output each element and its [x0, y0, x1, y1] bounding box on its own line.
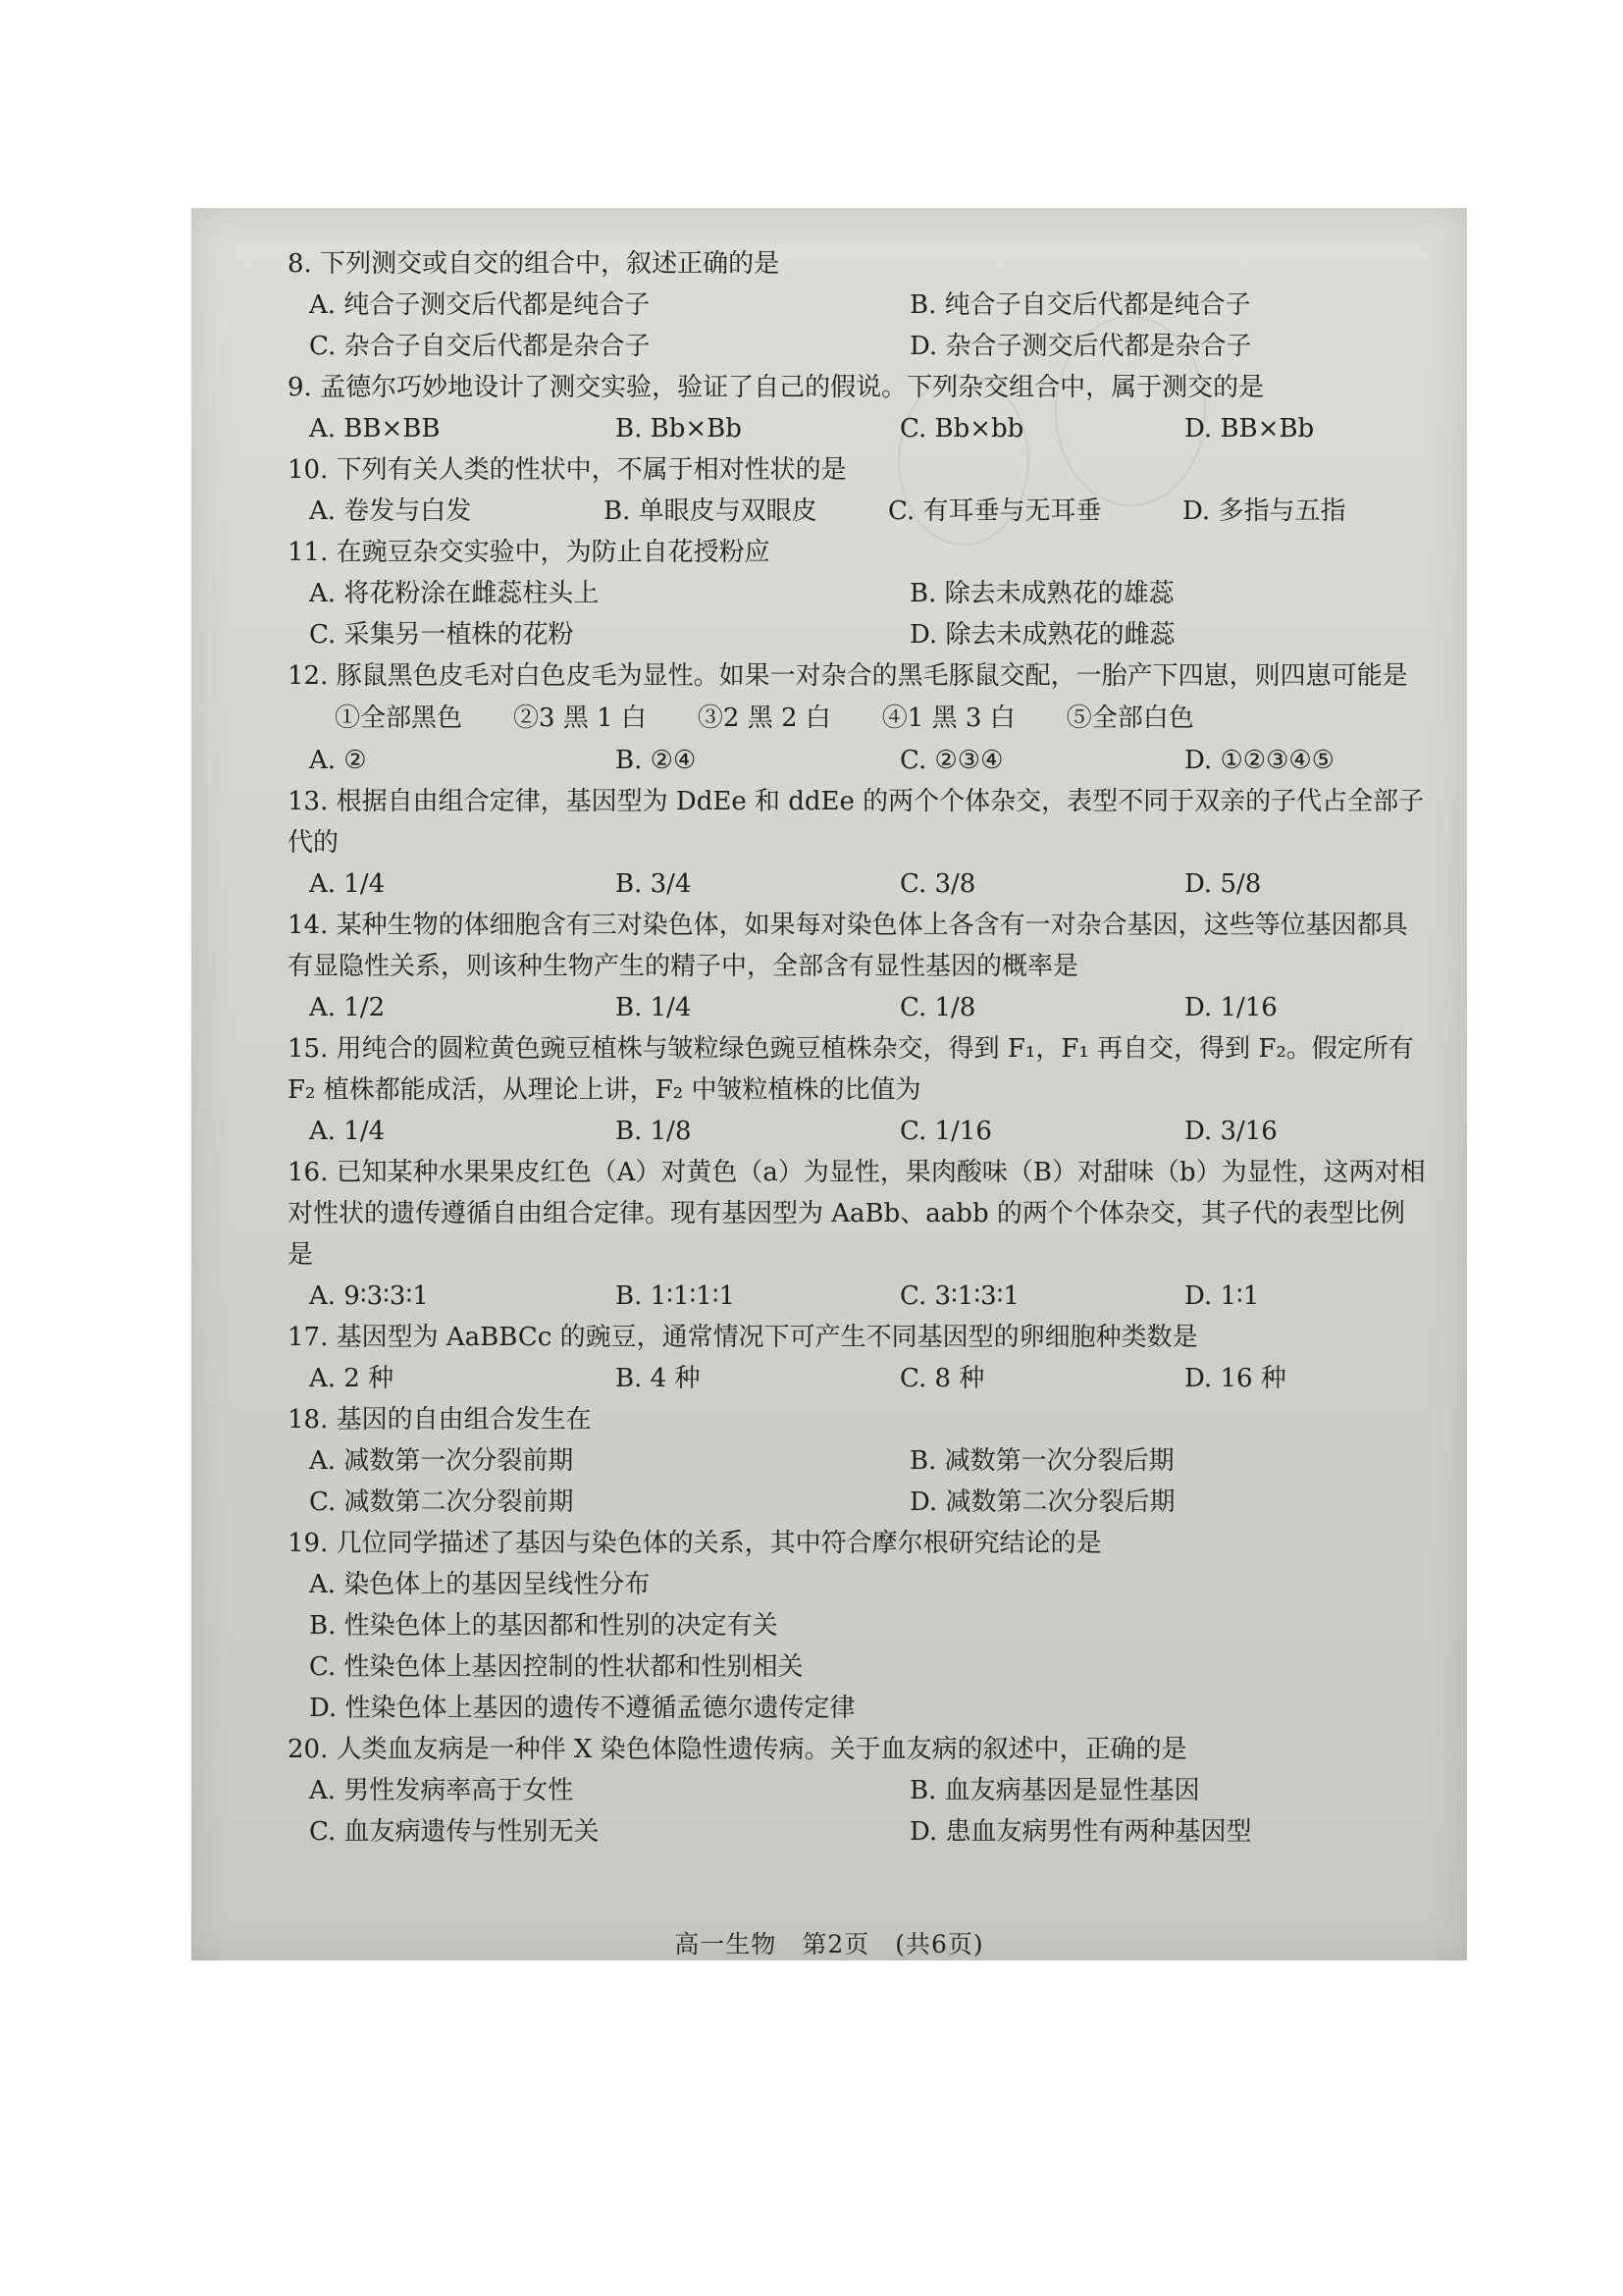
outcome-list — [288, 697, 1426, 740]
option-c: C. 1/16 — [900, 1117, 992, 1146]
outcome-5: ⑤全部白色 — [1066, 704, 1194, 733]
question-stem: 17. 基因型为 AaBBCc 的豌豆，通常情况下可产生不同基因型的卵细胞种类数是 — [288, 1323, 1198, 1352]
option-c: C. 性染色体上基因控制的性状都和性别相关 — [309, 1652, 804, 1682]
question-stem: 15. 用纯合的圆粒黄色豌豆植株与皱粒绿色豌豆植株杂交，得到 F₁，F₁ 再自交，得到 F₂。假定所有 F₂ 植株都能成活，从理论上讲，F₂ 中皱粒植株的比值为 — [288, 1034, 1414, 1105]
option-d: D. BB×Bb — [1184, 414, 1315, 444]
outcome-2: ②3 黑 1 白 — [513, 704, 647, 733]
option-c: C. 3∶1∶3∶1 — [900, 1281, 1020, 1311]
options — [288, 863, 1426, 905]
option-a: A. 减数第一次分裂前期 — [309, 1446, 574, 1476]
option-a: A. ② — [309, 746, 367, 775]
outcome-4: ④1 黑 3 白 — [881, 704, 1016, 733]
option-b: B. ②④ — [615, 746, 697, 775]
option-d: D. 1∶1 — [1184, 1281, 1260, 1311]
question-stem: 14. 某种生物的体细胞含有三对染色体，如果每对染色体上各含有一对杂合基因，这些等位基因都具有显隐性关系，则该种生物产生的精子中，全部含有显性基因的概率是 — [288, 911, 1408, 981]
option-a: A. 男性发病率高于女性 — [309, 1776, 574, 1805]
question-18 — [288, 1399, 1426, 1523]
question-stem: 13. 根据自由组合定律，基因型为 DdEe 和 ddEe 的两个个体杂交，表型不同于双亲的子代占全部子代的 — [288, 787, 1425, 858]
options — [288, 1440, 1426, 1523]
question-11 — [288, 532, 1426, 655]
question-14 — [288, 905, 1426, 1028]
option-b: B. Bb×Bb — [615, 414, 742, 444]
option-b: B. 纯合子自交后代都是纯合子 — [910, 290, 1251, 320]
question-17 — [288, 1317, 1426, 1399]
outcome-3: ③2 黑 2 白 — [697, 704, 831, 733]
option-b: B. 血友病基因是显性基因 — [910, 1776, 1200, 1805]
option-d: D. 多指与五指 — [1182, 496, 1346, 526]
option-a: A. 9∶3∶3∶1 — [309, 1281, 429, 1311]
option-c: C. Bb×bb — [900, 414, 1024, 444]
option-a: A. 纯合子测交后代都是纯合子 — [309, 290, 651, 320]
question-stem: 16. 已知某种水果果皮红色（A）对黄色（a）为显性，果肉酸味（B）对甜味（b）为显性，这两对相对性状的遗传遵循自由组合定律。现有基因型为 AaBb、aabb 的两个个体杂交，其子代的表型比例是 — [288, 1158, 1426, 1270]
question-16 — [288, 1152, 1426, 1317]
question-15 — [288, 1028, 1426, 1152]
options — [288, 740, 1426, 781]
option-d: D. 杂合子测交后代都是杂合子 — [910, 332, 1252, 361]
option-a: A. 染色体上的基因呈线性分布 — [309, 1570, 651, 1599]
option-b: B. 除去未成熟花的雄蕊 — [910, 579, 1175, 608]
option-d: D. 3/16 — [1184, 1117, 1278, 1146]
options — [288, 1770, 1426, 1852]
page-footer — [191, 1925, 1467, 1960]
option-b: B. 1/4 — [615, 993, 692, 1022]
question-12 — [288, 655, 1426, 781]
option-b: B. 减数第一次分裂后期 — [910, 1446, 1175, 1476]
option-d: D. 性染色体上基因的遗传不遵循孟德尔遗传定律 — [309, 1694, 856, 1723]
option-c: C. 采集另一植株的花粉 — [309, 620, 574, 650]
question-stem: 10. 下列有关人类的性状中，不属于相对性状的是 — [288, 455, 847, 485]
option-c: C. 杂合子自交后代都是杂合子 — [309, 332, 651, 361]
question-10 — [288, 449, 1426, 532]
question-list — [288, 243, 1426, 1852]
options — [288, 1564, 1426, 1729]
options — [288, 987, 1426, 1028]
option-c: C. 1/8 — [900, 993, 976, 1022]
question-13 — [288, 781, 1426, 905]
option-b: B. 1/8 — [615, 1117, 692, 1146]
option-b: B. 1∶1∶1∶1 — [615, 1281, 736, 1311]
options — [288, 1358, 1426, 1399]
option-a: A. 卷发与白发 — [309, 496, 472, 526]
option-b: B. 性染色体上的基因都和性别的决定有关 — [309, 1611, 778, 1641]
option-d: D. 5/8 — [1184, 869, 1262, 899]
question-stem: 20. 人类血友病是一种伴 X 染色体隐性遗传病。关于血友病的叙述中，正确的是 — [288, 1735, 1187, 1764]
option-c: C. ②③④ — [900, 746, 1004, 775]
outcome-1: ①全部黑色 — [335, 704, 463, 733]
option-a: A. 1/2 — [309, 993, 386, 1022]
option-c: C. 8 种 — [900, 1364, 985, 1393]
exam-page — [191, 208, 1467, 1960]
option-c: C. 减数第二次分裂前期 — [309, 1487, 574, 1517]
option-d: D. 除去未成熟花的雌蕊 — [910, 620, 1176, 650]
question-9 — [288, 367, 1426, 449]
option-b: B. 4 种 — [615, 1364, 701, 1393]
option-a: A. 将花粉涂在雌蕊柱头上 — [309, 579, 600, 608]
question-20 — [288, 1729, 1426, 1852]
question-8 — [288, 243, 1426, 367]
options — [288, 285, 1426, 367]
options — [288, 491, 1426, 532]
question-stem: 12. 豚鼠黑色皮毛对白色皮毛为显性。如果一对杂合的黑毛豚鼠交配，一胎产下四崽，则四崽可能是 — [288, 661, 1408, 691]
options — [288, 408, 1426, 449]
option-c: C. 血友病遗传与性别无关 — [309, 1817, 600, 1847]
question-stem: 8. 下列测交或自交的组合中，叙述正确的是 — [288, 249, 780, 279]
option-c: C. 有耳垂与无耳垂 — [888, 496, 1102, 526]
option-d: D. 1/16 — [1184, 993, 1278, 1022]
option-d: D. 患血友病男性有两种基因型 — [910, 1817, 1252, 1847]
option-a: A. 2 种 — [309, 1364, 394, 1393]
option-d: D. 减数第二次分裂后期 — [910, 1487, 1176, 1517]
option-d: D. 16 种 — [1184, 1364, 1286, 1393]
options — [288, 1276, 1426, 1317]
question-stem: 9. 孟德尔巧妙地设计了测交实验，验证了自己的假说。下列杂交组合中，属于测交的是 — [288, 373, 1265, 402]
option-a: A. BB×BB — [309, 414, 441, 444]
options — [288, 1111, 1426, 1152]
option-c: C. 3/8 — [900, 869, 976, 899]
option-a: A. 1/4 — [309, 869, 386, 899]
page-number-label: 高一生物 第2页 (共6页) — [674, 1930, 984, 1958]
option-a: A. 1/4 — [309, 1117, 386, 1146]
question-stem: 11. 在豌豆杂交实验中，为防止自花授粉应 — [288, 538, 770, 567]
options — [288, 573, 1426, 655]
question-stem: 19. 几位同学描述了基因与染色体的关系，其中符合摩尔根研究结论的是 — [288, 1529, 1102, 1558]
question-stem: 18. 基因的自由组合发生在 — [288, 1405, 592, 1435]
option-b: B. 单眼皮与双眼皮 — [603, 496, 817, 526]
question-19 — [288, 1523, 1426, 1729]
option-d: D. ①②③④⑤ — [1184, 746, 1335, 775]
option-b: B. 3/4 — [615, 869, 692, 899]
